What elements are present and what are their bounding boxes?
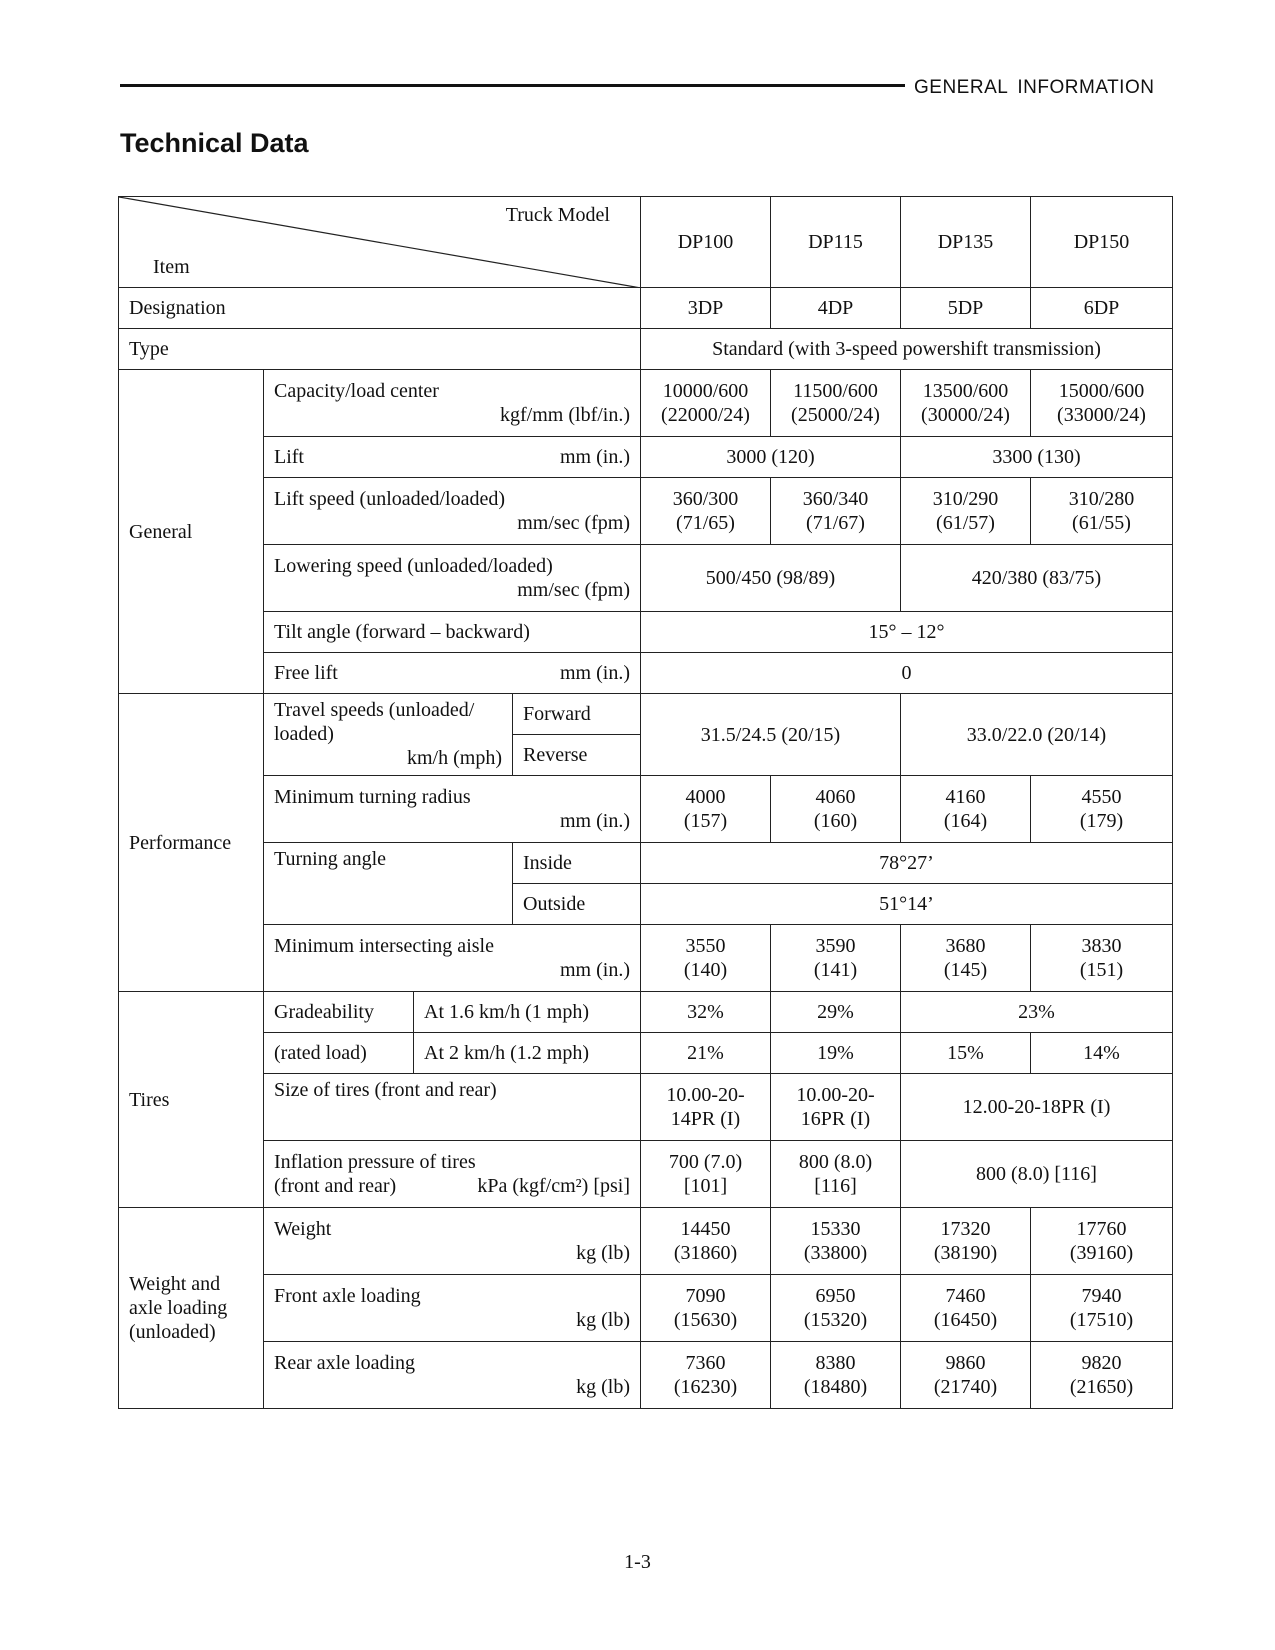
travel-label-2: loaded) xyxy=(274,723,334,745)
lift-speed-value: 360/300 (71/65) xyxy=(641,478,771,545)
travel-value: 31.5/24.5 (20/15) xyxy=(641,694,901,776)
front-axle-value: 6950 (15320) xyxy=(771,1275,901,1342)
table-row xyxy=(119,653,1173,694)
lift-speed-label: Lift speed (unloaded/loaded) xyxy=(274,488,506,510)
capacity-label-cell xyxy=(264,370,641,437)
aisle-unit: mm (in.) xyxy=(560,959,630,981)
turning-radius-value: 4060 (160) xyxy=(771,776,901,843)
technical-data-table xyxy=(118,196,1173,1409)
gradeability-value: 14% xyxy=(1031,1033,1173,1074)
aisle-value: 3830 (151) xyxy=(1031,925,1173,992)
aisle-value: 3550 (140) xyxy=(641,925,771,992)
table-row xyxy=(119,1033,1173,1074)
aisle-value: 3680 (145) xyxy=(901,925,1031,992)
tilt-value: 15° – 12° xyxy=(641,612,1173,653)
model-header: DP150 xyxy=(1031,197,1173,288)
lowering-speed-value: 500/450 (98/89) xyxy=(641,545,901,612)
gradeability-cond-1: At 1.6 km/h (1 mph) xyxy=(414,992,641,1033)
table-row xyxy=(119,694,1173,735)
table-row xyxy=(119,612,1173,653)
item-label: Item xyxy=(153,256,190,278)
rear-axle-value: 7360 (16230) xyxy=(641,1342,771,1409)
free-lift-unit: mm (in.) xyxy=(560,662,630,684)
front-axle-value: 7940 (17510) xyxy=(1031,1275,1173,1342)
capacity-unit: kgf/mm (lbf/in.) xyxy=(500,404,630,426)
lift-speed-value: 310/280 (61/55) xyxy=(1031,478,1173,545)
inflation-label-cell xyxy=(264,1141,641,1208)
designation-value: 4DP xyxy=(771,288,901,329)
front-axle-value: 7460 (16450) xyxy=(901,1275,1031,1342)
truck-model-label: Truck Model xyxy=(505,204,610,226)
table-row xyxy=(119,370,1173,437)
gradeability-value: 15% xyxy=(901,1033,1031,1074)
gradeability-label-2: (rated load) xyxy=(264,1033,414,1074)
weight-unit: kg (lb) xyxy=(576,1242,630,1264)
tire-size-value: 10.00-20- 16PR (I) xyxy=(771,1074,901,1141)
lift-value: 3300 (130) xyxy=(901,437,1173,478)
table-row xyxy=(119,329,1173,370)
aisle-label: Minimum intersecting aisle xyxy=(274,935,494,957)
capacity-value: 13500/600 (30000/24) xyxy=(901,370,1031,437)
page-number: 1-3 xyxy=(624,1551,651,1573)
gradeability-value: 23% xyxy=(901,992,1173,1033)
turning-radius-value: 4550 (179) xyxy=(1031,776,1173,843)
table-row xyxy=(119,776,1173,843)
front-axle-label: Front axle loading xyxy=(274,1285,421,1307)
inflation-value: 800 (8.0) [116] xyxy=(901,1141,1173,1208)
lift-speed-value: 360/340 (71/67) xyxy=(771,478,901,545)
rear-axle-value: 9860 (21740) xyxy=(901,1342,1031,1409)
lowering-speed-label: Lowering speed (unloaded/loaded) xyxy=(274,555,553,577)
lift-value: 3000 (120) xyxy=(641,437,901,478)
model-header: DP115 xyxy=(771,197,901,288)
gradeability-value: 19% xyxy=(771,1033,901,1074)
weight-value: 17760 (39160) xyxy=(1031,1208,1173,1275)
gradeability-cond-2: At 2 km/h (1.2 mph) xyxy=(414,1033,641,1074)
designation-value: 6DP xyxy=(1031,288,1173,329)
inside-value: 78°27’ xyxy=(641,843,1173,884)
aisle-label-cell xyxy=(264,925,641,992)
weight-label: Weight xyxy=(274,1218,332,1240)
designation-label: Designation xyxy=(119,288,641,329)
rear-axle-value: 8380 (18480) xyxy=(771,1342,901,1409)
lift-unit: mm (in.) xyxy=(560,446,630,468)
table-row xyxy=(119,843,1173,884)
capacity-label: Capacity/load center xyxy=(274,380,439,402)
capacity-value: 11500/600 (25000/24) xyxy=(771,370,901,437)
type-label: Type xyxy=(119,329,641,370)
lift-label: Lift xyxy=(274,446,304,468)
type-value: Standard (with 3-speed powershift transmission) xyxy=(641,329,1173,370)
travel-unit: km/h (mph) xyxy=(407,747,502,769)
gradeability-value: 32% xyxy=(641,992,771,1033)
outside-label: Outside xyxy=(513,884,641,925)
lowering-speed-value: 420/380 (83/75) xyxy=(901,545,1173,612)
weight-label-cell xyxy=(264,1208,641,1275)
table-row xyxy=(119,545,1173,612)
corner-cell xyxy=(119,197,641,288)
table-row xyxy=(119,1208,1173,1275)
turning-radius-label-cell xyxy=(264,776,641,843)
travel-label-cell xyxy=(264,694,513,776)
table-row xyxy=(119,437,1173,478)
page-title: Technical Data xyxy=(120,128,309,158)
rear-axle-label: Rear axle loading xyxy=(274,1352,416,1374)
inflation-label: Inflation pressure of tires xyxy=(274,1151,476,1173)
category-weight: Weight and axle loading (unloaded) xyxy=(119,1208,264,1409)
free-lift-value: 0 xyxy=(641,653,1173,694)
inside-label: Inside xyxy=(513,843,641,884)
gradeability-value: 21% xyxy=(641,1033,771,1074)
gradeability-value: 29% xyxy=(771,992,901,1033)
front-axle-unit: kg (lb) xyxy=(576,1309,630,1331)
capacity-value: 10000/600 (22000/24) xyxy=(641,370,771,437)
model-header: DP135 xyxy=(901,197,1031,288)
turning-radius-label: Minimum turning radius xyxy=(274,786,471,808)
turning-angle-label: Turning angle xyxy=(264,843,513,925)
lowering-speed-label-cell xyxy=(264,545,641,612)
rear-axle-value: 9820 (21650) xyxy=(1031,1342,1173,1409)
free-lift-label-cell xyxy=(264,653,641,694)
weight-value: 14450 (31860) xyxy=(641,1208,771,1275)
weight-value: 17320 (38190) xyxy=(901,1208,1031,1275)
section-header: GENERAL INFORMATION xyxy=(914,77,1155,98)
category-performance: Performance xyxy=(119,694,264,992)
tire-size-value: 10.00-20- 14PR (I) xyxy=(641,1074,771,1141)
lift-speed-label-cell xyxy=(264,478,641,545)
designation-value: 5DP xyxy=(901,288,1031,329)
free-lift-label: Free lift xyxy=(274,662,338,684)
lift-label-cell xyxy=(264,437,641,478)
front-axle-value: 7090 (15630) xyxy=(641,1275,771,1342)
tilt-label: Tilt angle (forward – backward) xyxy=(264,612,641,653)
lift-speed-value: 310/290 (61/57) xyxy=(901,478,1031,545)
table-row xyxy=(119,1275,1173,1342)
turning-radius-value: 4160 (164) xyxy=(901,776,1031,843)
turning-radius-value: 4000 (157) xyxy=(641,776,771,843)
table-row xyxy=(119,1074,1173,1141)
table-row xyxy=(119,992,1173,1033)
model-header: DP100 xyxy=(641,197,771,288)
lift-speed-unit: mm/sec (fpm) xyxy=(517,512,630,534)
table-row xyxy=(119,1342,1173,1409)
capacity-value: 15000/600 (33000/24) xyxy=(1031,370,1173,437)
category-tires: Tires xyxy=(119,992,264,1208)
aisle-value: 3590 (141) xyxy=(771,925,901,992)
rear-axle-unit: kg (lb) xyxy=(576,1376,630,1398)
rear-axle-label-cell xyxy=(264,1342,641,1409)
table-row xyxy=(119,925,1173,992)
travel-value: 33.0/22.0 (20/14) xyxy=(901,694,1173,776)
reverse-label: Reverse xyxy=(513,735,641,776)
tire-size-value: 12.00-20-18PR (I) xyxy=(901,1074,1173,1141)
table-row xyxy=(119,478,1173,545)
inflation-value: 800 (8.0) [116] xyxy=(771,1141,901,1208)
table-header-row xyxy=(119,197,1173,288)
inflation-unit: kPa (kgf/cm²) [psi] xyxy=(477,1175,630,1197)
front-axle-label-cell xyxy=(264,1275,641,1342)
inflation-value: 700 (7.0) [101] xyxy=(641,1141,771,1208)
designation-value: 3DP xyxy=(641,288,771,329)
table-row xyxy=(119,288,1173,329)
travel-label: Travel speeds (unloaded/ xyxy=(274,699,475,721)
inflation-label-2: (front and rear) xyxy=(274,1175,397,1197)
table-row xyxy=(119,1141,1173,1208)
weight-value: 15330 (33800) xyxy=(771,1208,901,1275)
category-general: General xyxy=(119,370,264,694)
forward-label: Forward xyxy=(513,694,641,735)
turning-radius-unit: mm (in.) xyxy=(560,810,630,832)
header-rule xyxy=(120,84,905,87)
lowering-speed-unit: mm/sec (fpm) xyxy=(517,579,630,601)
outside-value: 51°14’ xyxy=(641,884,1173,925)
tire-size-label: Size of tires (front and rear) xyxy=(264,1074,641,1141)
gradeability-label: Gradeability xyxy=(264,992,414,1033)
